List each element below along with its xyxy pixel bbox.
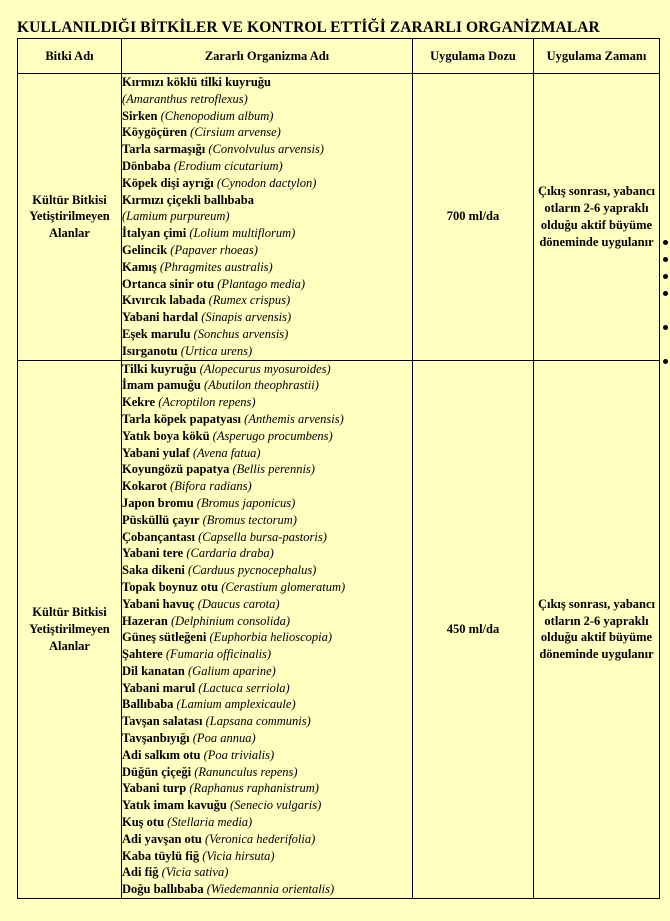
plant-cell: Kültür Bitkisi Yetiştirilmeyen Alanlar (18, 74, 122, 361)
bullet-marker (663, 274, 668, 279)
organism-common-name: Sirken (122, 108, 158, 123)
bullet-marker (663, 257, 668, 262)
organism-common-name: Eşek marulu (122, 326, 191, 341)
organism-common-name: Gelincik (122, 242, 168, 257)
organism-common-name: Yabani turp (122, 781, 187, 796)
header-plant: Bitki Adı (18, 39, 122, 74)
organism-item (122, 108, 412, 125)
organism-latin-name: (Cerastium glomeratum) (221, 579, 346, 594)
organism-common-name: Tarla köpek papatyası (122, 411, 242, 426)
organism-latin-name: (Cynodon dactylon) (216, 175, 317, 190)
organism-latin-name: (Poa trivialis) (203, 747, 275, 762)
organism-latin-name: (Wiedemannia orientalis) (206, 882, 335, 897)
time-cell: Çıkış sonrası, yabancı otların 2-6 yapraklı olduğu aktif büyüme döneminde uygulanır (534, 360, 660, 899)
organism-item (122, 596, 412, 613)
organism-item (122, 445, 412, 462)
organism-item (122, 428, 412, 445)
organism-common-name: Isırganotu (122, 343, 178, 358)
organism-latin-name: (Erodium cicutarium) (173, 158, 283, 173)
organism-item (122, 495, 412, 512)
organism-item (122, 343, 412, 360)
organism-latin-name: (Acroptilon repens) (158, 395, 256, 410)
organism-common-name: Ballıbaba (122, 697, 174, 712)
organism-latin-name: (Urtica urens) (180, 343, 253, 358)
bullet-marker (663, 325, 668, 330)
organism-common-name: Ortanca sinir otu (122, 276, 215, 291)
organism-item (122, 192, 412, 226)
organism-latin-name: (Vicia hirsuta) (202, 848, 275, 863)
organism-common-name: Doğu ballıbaba (122, 882, 204, 897)
organism-latin-name: (Sonchus arvensis) (193, 326, 289, 341)
bullet-marker (663, 359, 668, 364)
document-title: KULLANILDIĞI BİTKİLER VE KONTROL ETTİĞİ ZARARLI ORGANİZMALAR (17, 19, 600, 36)
organism-common-name: Yabani yulaf (122, 445, 190, 460)
organism-item (122, 276, 412, 293)
organism-latin-name: (Raphanus raphanistrum) (189, 781, 319, 796)
organism-item (122, 646, 412, 663)
dose-cell: 450 ml/da (413, 360, 534, 899)
organism-common-name: Kekre (122, 395, 156, 410)
organism-latin-name: (Chenopodium album) (160, 108, 274, 123)
organism-latin-name: (Cirsium arvense) (190, 125, 281, 140)
organism-latin-name: (Lactuca serriola) (198, 680, 290, 695)
organism-item (122, 124, 412, 141)
organism-common-name: Kıvırcık labada (122, 293, 206, 308)
organism-item (122, 529, 412, 546)
organism-item (122, 326, 412, 343)
organism-item (122, 74, 412, 108)
organism-item (122, 309, 412, 326)
organism-latin-name: (Poa annua) (192, 731, 256, 746)
organism-common-name: Yatık imam kavuğu (122, 798, 227, 813)
organism-latin-name: (Bellis perennis) (232, 462, 315, 477)
organism-latin-name: (Lamium purpureum) (122, 209, 230, 224)
organism-latin-name: (Fumaria officinalis) (165, 647, 272, 662)
organism-latin-name: (Carduus pycnocephalus) (188, 563, 317, 578)
organism-item (122, 411, 412, 428)
organism-common-name: Kırmızı çiçekli ballıbaba (122, 192, 254, 207)
organism-latin-name: (Galium aparine) (188, 663, 276, 678)
dose-cell: 700 ml/da (413, 74, 534, 361)
organism-common-name: Hazeran (122, 613, 168, 628)
plant-cell: Kültür Bitkisi Yetiştirilmeyen Alanlar (18, 360, 122, 899)
organism-common-name: Tarla sarmaşığı (122, 142, 206, 157)
organism-latin-name: (Papaver rhoeas) (170, 242, 258, 257)
organism-common-name: Adi salkım otu (122, 747, 201, 762)
organism-latin-name: (Amaranthus retroflexus) (122, 91, 248, 106)
organism-list (122, 74, 413, 361)
organism-item (122, 478, 412, 495)
organism-latin-name: (Cardaria draba) (186, 546, 274, 561)
organism-item (122, 562, 412, 579)
organism-common-name: Adi yavşan otu (122, 831, 202, 846)
organism-common-name: Dil kanatan (122, 663, 185, 678)
organism-item (122, 225, 412, 242)
organism-latin-name: (Stellaria media) (167, 815, 253, 830)
organism-latin-name: (Lamium amplexicaule) (176, 697, 296, 712)
organism-common-name: Köygöçüren (122, 125, 188, 140)
organism-common-name: Dönbaba (122, 158, 171, 173)
organism-common-name: Saka dikeni (122, 563, 185, 578)
time-cell: Çıkış sonrası, yabancı otların 2-6 yapraklı olduğu aktif büyüme döneminde uygulanır (534, 74, 660, 361)
organism-latin-name: (Plantago media) (217, 276, 306, 291)
organism-item (122, 797, 412, 814)
bullet-marker (663, 291, 668, 296)
organism-common-name: Kuş otu (122, 815, 165, 830)
organism-item (122, 259, 412, 276)
organism-item (122, 629, 412, 646)
organism-item (122, 512, 412, 529)
organism-item (122, 764, 412, 781)
organism-item (122, 545, 412, 562)
organism-common-name: Tilki kuyruğu (122, 361, 197, 376)
organism-item (122, 461, 412, 478)
organism-list (122, 360, 413, 899)
organism-common-name: Adi fiğ (122, 865, 159, 880)
header-time: Uygulama Zamanı (534, 39, 660, 74)
organism-common-name: Çobançantası (122, 529, 195, 544)
organism-latin-name: (Capsella bursa-pastoris) (198, 529, 327, 544)
organism-common-name: Koyungözü papatya (122, 462, 230, 477)
organism-item (122, 696, 412, 713)
organism-item (122, 579, 412, 596)
organism-common-name: Yatık boya kökü (122, 428, 210, 443)
organism-common-name: Düğün çiçeği (122, 764, 192, 779)
organism-common-name: İmam pamuğu (122, 378, 201, 393)
organism-latin-name: (Bromus tectorum) (202, 512, 297, 527)
organism-common-name: Kaba tüylü fiğ (122, 848, 200, 863)
organism-item (122, 377, 412, 394)
organism-item (122, 613, 412, 630)
organism-latin-name: (Avena fatua) (192, 445, 261, 460)
organism-item (122, 663, 412, 680)
organism-common-name: Tavşanbıyığı (122, 731, 190, 746)
organism-item (122, 394, 412, 411)
organism-latin-name: (Abutilon theophrastii) (203, 378, 319, 393)
header-organism: Zararlı Organizma Adı (122, 39, 413, 74)
organism-item (122, 158, 412, 175)
table-row (18, 360, 660, 899)
organism-latin-name: (Convolvulus arvensis) (208, 142, 324, 157)
organism-common-name: Kırmızı köklü tilki kuyruğu (122, 75, 271, 89)
organism-common-name: Kokarot (122, 479, 167, 494)
organism-latin-name: (Phragmites australis) (159, 259, 273, 274)
organism-latin-name: (Sinapis arvensis) (201, 310, 292, 325)
organism-item (122, 175, 412, 192)
organism-item (122, 361, 412, 378)
organism-item (122, 864, 412, 881)
organism-common-name: Yabani havuç (122, 596, 195, 611)
organism-item (122, 141, 412, 158)
organism-latin-name: (Anthemis arvensis) (244, 411, 344, 426)
organism-item (122, 881, 412, 898)
header-dose: Uygulama Dozu (413, 39, 534, 74)
organism-item (122, 680, 412, 697)
organism-item (122, 292, 412, 309)
organism-common-name: Topak boynuz otu (122, 579, 219, 594)
organism-latin-name: (Bromus japonicus) (196, 495, 296, 510)
organism-common-name: Tavşan salatası (122, 714, 203, 729)
bullet-marker (663, 240, 668, 245)
organism-common-name: Köpek dişi ayrığı (122, 175, 214, 190)
organism-latin-name: (Lolium multiflorum) (189, 226, 296, 241)
organism-item (122, 747, 412, 764)
organism-latin-name: (Rumex crispus) (208, 293, 291, 308)
organism-item (122, 730, 412, 747)
organism-latin-name: (Lapsana communis) (205, 714, 311, 729)
organism-latin-name: (Senecio vulgaris) (230, 798, 322, 813)
organism-item (122, 242, 412, 259)
organism-item (122, 831, 412, 848)
organism-common-name: Güneş sütleğeni (122, 630, 207, 645)
organism-latin-name: (Delphinium consolida) (170, 613, 291, 628)
organism-item (122, 848, 412, 865)
table-header-row (18, 39, 660, 74)
organism-item (122, 713, 412, 730)
organism-item (122, 780, 412, 797)
organism-latin-name: (Asperugo procumbens) (212, 428, 333, 443)
organism-common-name: Yabani tere (122, 546, 184, 561)
organism-common-name: Kamış (122, 259, 157, 274)
organism-common-name: Japon bromu (122, 495, 194, 510)
organism-item (122, 814, 412, 831)
organism-common-name: Şahtere (122, 647, 163, 662)
usage-table (17, 38, 660, 899)
organism-latin-name: (Veronica hederifolia) (205, 831, 316, 846)
organism-latin-name: (Daucus carota) (197, 596, 280, 611)
organism-latin-name: (Euphorbia helioscopia) (209, 630, 333, 645)
organism-common-name: Yabani marul (122, 680, 196, 695)
organism-latin-name: (Bifora radians) (170, 479, 252, 494)
organism-latin-name: (Vicia sativa) (161, 865, 229, 880)
organism-latin-name: (Alopecurus myosuroides) (199, 361, 331, 376)
organism-common-name: İtalyan çimi (122, 226, 187, 241)
table-row (18, 74, 660, 361)
organism-common-name: Püsküllü çayır (122, 512, 200, 527)
organism-common-name: Yabani hardal (122, 310, 199, 325)
organism-latin-name: (Ranunculus repens) (194, 764, 298, 779)
